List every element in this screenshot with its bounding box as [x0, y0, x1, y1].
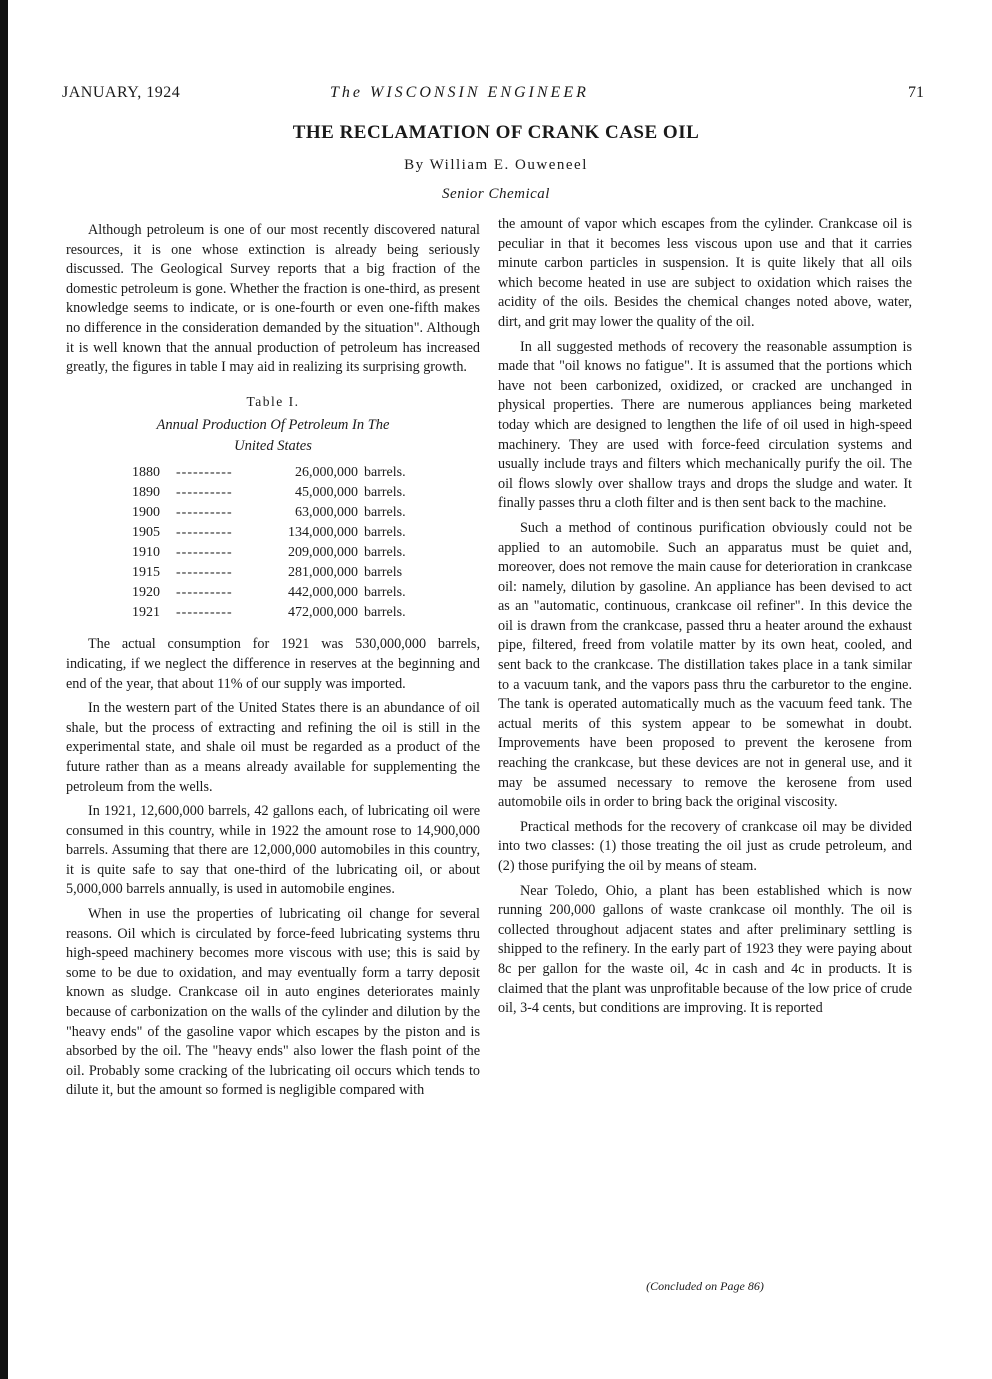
table-year: 1915: [132, 565, 160, 581]
table-row: [66, 563, 480, 583]
table-unit: barrels.: [364, 465, 406, 481]
paragraph: the amount of vapor which escapes from the cylinder. Crankcase oil is peculiar in that it becomes less viscous upon use and that it carries minute carbon particles in suspension. It is quite likely that all oils which become heated in use are subject to oxidation which raises the acidity of the oils. Besides the chemical changes noted above, water, dirt, and grit may lower the quality of the oil.: [498, 216, 912, 330]
running-header: [62, 84, 924, 110]
leader-dashes: ----------: [176, 605, 233, 621]
table-caption: Annual Production Of Petroleum In The: [156, 417, 390, 434]
table-amount: 45,000,000: [295, 485, 358, 501]
paragraph: In the western part of the United States there is an abundance of oil shale, but the process of extracting and refining the oil is still in the experimental state, and shale oil must be regarded as a product of the future rather than as a means already available for supplementing the petroleum from the wells.: [66, 700, 480, 795]
table-unit: barrels.: [364, 505, 406, 521]
paragraph: In 1921, 12,600,000 barrels, 42 gallons each, of lubricating oil were consumed in this country, while in 1922 the amount rose to 14,900,000 barrels. Assuming that there are 12,000,000 automobiles in this country, it is quite safe to say that one-third of the lubricating oil, or about 5,000,000 barrels annually, is used in automobile engines.: [66, 803, 480, 898]
paragraph: When in use the properties of lubricating oil change for several reasons. Oil which is circulated by force-feed lubricating systems thru high-speed machinery becomes more viscous with use; this is said by some to be due to oxidation, and may eventually form a tarry deposit known as sludge. Crankcase oil in auto engines deteriorates mainly because of carbonization on the walls of the cylinder and dilution by the "heavy ends" of the gasoline vapor which escapes by the piston and is absorbed by the oil. The "heavy ends" also lower the flash point of the oil. Probably some cracking of the lubricating oil occurs which tends to dilute it, but the amount so formed is negligible compared with: [66, 906, 480, 1099]
paragraph: Although petroleum is one of our most recently discovered natural resources, it is one whose extinction is already being seriously discussed. The Geological Survey reports that a big fraction of the domestic petroleum is gone. Whether the fraction is one-third, as present knowledge seems to indicate, or is one-fourth or even one-fifth makes no difference in the consideration demanded by the situation". Although it is well known that the annual production of petroleum has increased greatly, the figures in table I may aid in realizing its surprising growth.: [66, 222, 480, 376]
article-byline: By William E. Ouweneel: [404, 157, 588, 173]
left-column: [66, 221, 480, 1106]
author-affiliation: Senior Chemical: [442, 186, 550, 202]
leader-dashes: ----------: [176, 545, 233, 561]
table-caption: United States: [234, 438, 312, 455]
issue-date: JANUARY, 1924: [62, 84, 181, 101]
leader-dashes: ----------: [176, 505, 233, 521]
table-row: [66, 503, 480, 523]
table-year: 1920: [132, 585, 160, 601]
paragraph: The actual consumption for 1921 was 530,000,000 barrels, indicating, if we neglect the difference in reserves at the beginning and end of the year, that about 11% of our supply was imported.: [66, 636, 480, 692]
continuation-note: (Concluded on Page 86): [646, 1279, 764, 1293]
table-row: [66, 603, 480, 623]
table-year: 1890: [132, 485, 160, 501]
table-amount: 63,000,000: [295, 505, 358, 521]
table-unit: barrels.: [364, 605, 406, 621]
leader-dashes: ----------: [176, 585, 233, 601]
table-amount: 281,000,000: [288, 565, 358, 581]
table-amount: 134,000,000: [288, 525, 358, 541]
table-year: 1910: [132, 545, 160, 561]
right-column: [498, 215, 912, 1024]
leader-dashes: ----------: [176, 465, 233, 481]
table-unit: barrels.: [364, 545, 406, 561]
table-amount: 472,000,000: [288, 605, 358, 621]
table-row: [66, 583, 480, 603]
journal-title: The WISCONSIN ENGINEER: [330, 84, 589, 101]
table-row: [66, 463, 480, 483]
paragraph: Near Toledo, Ohio, a plant has been established which is now running 200,000 gallons of waste crankcase oil monthly. The oil is collected throughout adjacent states and after preliminary settling is shipped to the refinery. In the early part of 1923 they were paying about 8c per gallon for the waste oil, 4c in cash and 4c in products. It is claimed that the plant was unprofitable because of the low price of crude oil, 3-4 cents, but conditions are improving. It is reported: [498, 882, 912, 1017]
article-title: THE RECLAMATION OF CRANK CASE OIL: [292, 122, 700, 143]
table-row: [66, 523, 480, 543]
leader-dashes: ----------: [176, 565, 233, 581]
table-unit: barrels.: [364, 485, 406, 501]
paragraph: In all suggested methods of recovery the reasonable assumption is made that "oil knows no fatigue". It is assumed that the portions which have not been carbonized, oxidized, or cracked are unchanged in physical properties. There are numerous appliances being marketed today which are designed to lengthen the life of oil used in high-speed machinery. They are used with force-feed circulation systems and usually include trays and filters which mechanically purify the oil. The oil flows slowly over shallow trays and drops the sludge and water. It finally passes thru a cloth filter and is then sent back to the machine.: [498, 338, 912, 512]
paragraph: Such a method of continous purification obviously could not be applied to an automobile. Such an apparatus must be quiet and, moreover, does not remove the main cause for deterioration in crankcase oil: namely, dilution by gasoline. An appliance has been devised to act as an "automatic, continuous, crankcase oil refiner". In this device the oil is drawn from the crankcase, passed thru a heater around the exhaust pipe, filtered, freed from volatile matter by its own heat, cooled, and sent back to the crankcase. The distillation takes place in a tank similar to a vacuum tank, and the vapors pass thru the carburetor to the engine. The tank is operated automatically much as the vacuum feed tank. The actual merits of this system appear to be somewhat in doubt. Improvements have been proposed to prevent the kerosene from reaching the crankcase, but these devices are not in general use, and it may be assumed necessary to remove the kerosene from used automobile oils in order to bring back the original viscosity.: [498, 519, 912, 811]
table-amount: 442,000,000: [288, 585, 358, 601]
table-row: [66, 543, 480, 563]
table-amount: 26,000,000: [295, 465, 358, 481]
table-year: 1905: [132, 525, 160, 541]
scan-edge: [0, 0, 8, 1379]
table-amount: 209,000,000: [288, 545, 358, 561]
table-unit: barrels.: [364, 585, 406, 601]
leader-dashes: ----------: [176, 525, 233, 541]
table-unit: barrels.: [364, 525, 406, 541]
table-unit: barrels: [364, 565, 403, 581]
table-label: Table I.: [246, 393, 300, 409]
leader-dashes: ----------: [176, 485, 233, 501]
page-number: 71: [908, 84, 924, 101]
table-year: 1900: [132, 505, 160, 521]
table-year: 1921: [132, 605, 160, 621]
table-row: [66, 483, 480, 503]
paragraph: Practical methods for the recovery of crankcase oil may be divided into two classes: (1) those treating the oil just as crude petroleum, and (2) those purifying the oil by means of steam.: [498, 818, 912, 874]
production-table: [66, 392, 480, 624]
table-year: 1880: [132, 465, 160, 481]
